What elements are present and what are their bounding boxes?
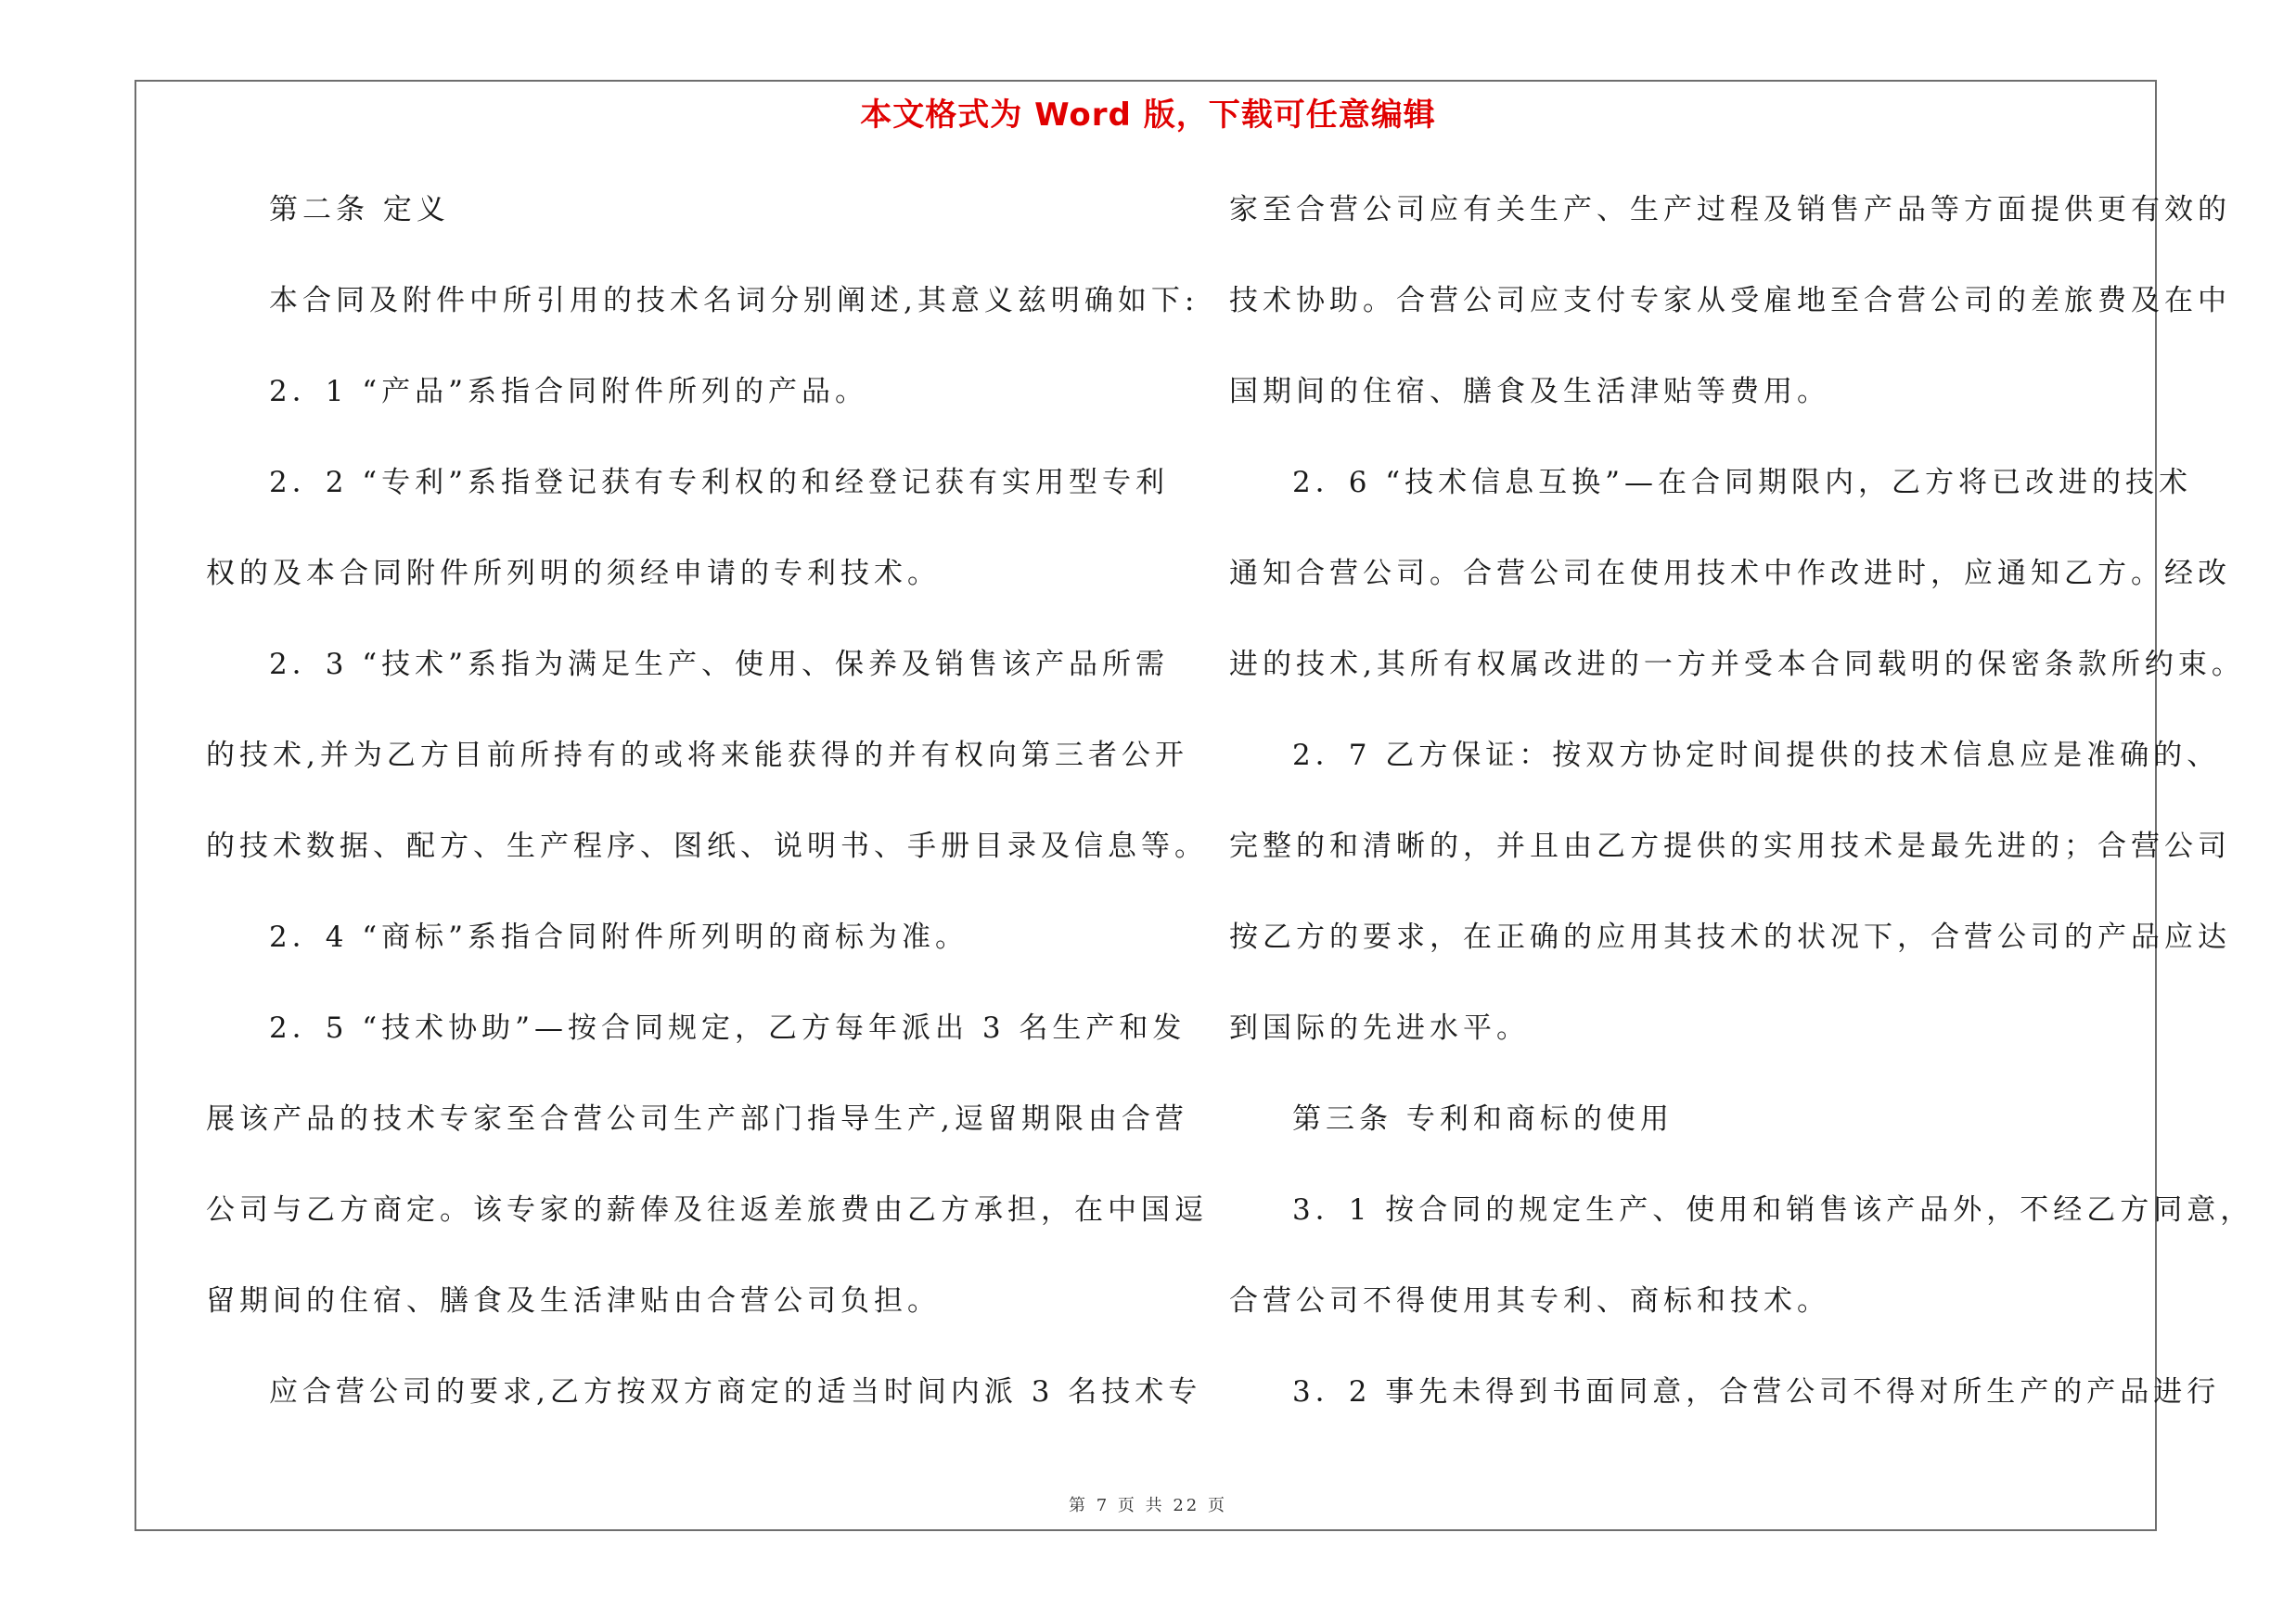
- text-line: 2．6 “技术信息互换”—在合同期限内，乙方将已改进的技术: [1292, 466, 2192, 499]
- text-line: 第二条 定义: [269, 193, 450, 226]
- text-line: 国期间的住宿、膳食及生活津贴等费用。: [1229, 375, 1830, 408]
- text-line: 3．2 事先未得到书面同意，合营公司不得对所生产的产品进行: [1292, 1375, 2221, 1409]
- text-line: 的技术数据、配方、生产程序、图纸、说明书、手册目录及信息等。: [206, 830, 1208, 863]
- text-line: 的技术,并为乙方目前所持有的或将来能获得的并有权向第三者公开: [206, 739, 1188, 772]
- text-line: 进的技术,其所有权属改进的一方并受本合同载明的保密条款所约束。: [1229, 648, 2245, 681]
- text-line: 2．2 “专利”系指登记获有专利权的和经登记获有实用型专利: [269, 466, 1169, 499]
- text-line: 技术协助。合营公司应支付专家从受雇地至合营公司的差旅费及在中: [1229, 284, 2231, 317]
- text-line: 本合同及附件中所引用的技术名词分别阐述,其意义兹明确如下:: [269, 284, 1199, 317]
- text-line: 公司与乙方商定。该专家的薪俸及往返差旅费由乙方承担，在中国逗: [206, 1193, 1208, 1227]
- page-number-footer: 第 7 页 共 22 页: [1069, 1496, 1227, 1515]
- text-line: 展该产品的技术专家至合营公司生产部门指导生产,逗留期限由合营: [206, 1102, 1188, 1136]
- banner-notice: 本文格式为 Word 版，下载可任意编辑: [860, 97, 1436, 134]
- text-line: 通知合营公司。合营公司在使用技术中作改进时，应通知乙方。经改: [1229, 557, 2231, 590]
- text-line: 留期间的住宿、膳食及生活津贴由合营公司负担。: [206, 1284, 941, 1318]
- left-column: [206, 182, 1208, 1455]
- text-line: 2．5 “技术协助”—按合同规定，乙方每年派出 3 名生产和发: [269, 1011, 1186, 1045]
- text-line: 应合营公司的要求,乙方按双方商定的适当时间内派 3 名技术专: [269, 1375, 1202, 1409]
- text-line: 3．1 按合同的规定生产、使用和销售该产品外，不经乙方同意，: [1292, 1193, 2254, 1227]
- text-line: 2．4 “商标”系指合同附件所列明的商标为准。: [269, 921, 968, 954]
- text-line: 按乙方的要求，在正确的应用其技术的状况下，合营公司的产品应达: [1229, 921, 2231, 954]
- right-column: [1229, 182, 2254, 1455]
- text-line: 完整的和清晰的，并且由乙方提供的实用技术是最先进的；合营公司: [1229, 830, 2231, 863]
- text-line: 2．1 “产品”系指合同附件所列的产品。: [269, 375, 868, 408]
- text-line: 权的及本合同附件所列明的须经申请的专利技术。: [206, 557, 941, 590]
- text-line: 家至合营公司应有关生产、生产过程及销售产品等方面提供更有效的: [1229, 193, 2231, 226]
- text-line: 合营公司不得使用其专利、商标和技术。: [1229, 1284, 1830, 1318]
- text-line: 2．3 “技术”系指为满足生产、使用、保养及销售该产品所需: [269, 648, 1169, 681]
- text-line: 2．7 乙方保证：按双方协定时间提供的技术信息应是准确的、: [1292, 739, 2221, 772]
- text-line: 第三条 专利和商标的使用: [1292, 1102, 1674, 1136]
- text-line: 到国际的先进水平。: [1229, 1011, 1530, 1045]
